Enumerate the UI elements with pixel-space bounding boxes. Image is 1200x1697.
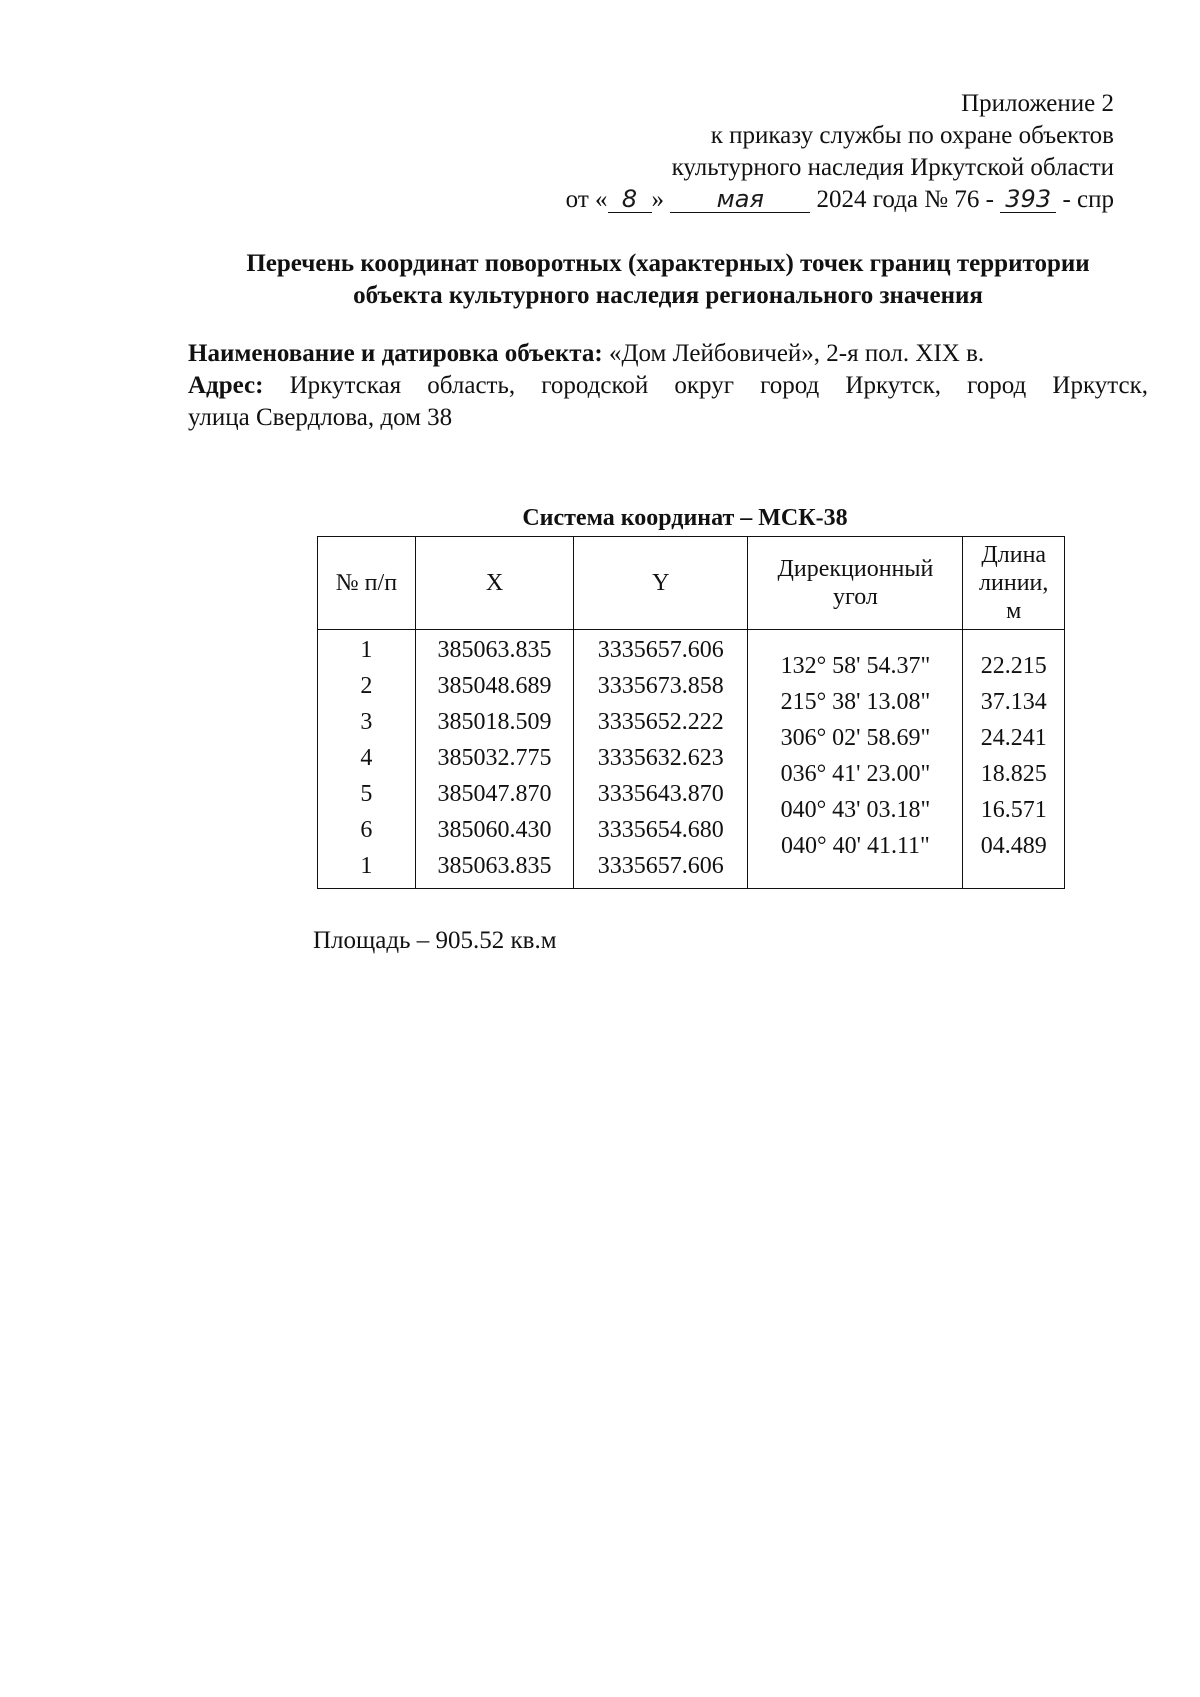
appendix-date-line	[566, 184, 1114, 216]
point-number: 1	[360, 637, 373, 663]
appendix-line-3: культурного наследия Иркутской области	[671, 154, 1114, 181]
object-info	[188, 338, 1148, 434]
date-month-handwritten: мая	[670, 186, 810, 213]
coordinate-system-title: Система координат – МСК-38	[522, 505, 848, 531]
order-suffix: - спр	[1062, 186, 1114, 213]
header-angle-line-1: Дирекционный	[777, 556, 934, 582]
point-y: 3335654.680	[597, 817, 724, 843]
point-y: 3335657.606	[597, 853, 724, 879]
segment-length: 16.571	[980, 797, 1047, 823]
point-x: 385047.870	[437, 781, 552, 807]
point-number: 2	[360, 673, 373, 699]
title-line-1: Перечень координат поворотных (характерных) точек границ территории	[246, 250, 1090, 277]
header-length-line-2: линии,	[979, 570, 1049, 596]
date-day-handwritten: 8	[608, 186, 652, 213]
segment-length: 18.825	[980, 761, 1047, 787]
segment-length: 24.241	[980, 725, 1047, 751]
header-x: X	[415, 537, 573, 630]
title-line-2: объекта культурного наследия регионального значения	[353, 282, 983, 309]
segment-angle: 215° 38' 13.08"	[780, 689, 931, 715]
point-y: 3335657.606	[597, 637, 724, 663]
point-x: 385032.775	[437, 745, 552, 771]
segment-length: 37.134	[980, 689, 1047, 715]
point-number: 3	[360, 709, 373, 735]
header-angle-line-2: угол	[832, 584, 878, 610]
object-address-value-2: улица Свердлова, дом 38	[188, 404, 453, 431]
date-year-text: 2024 года № 76 -	[816, 186, 994, 213]
segment-length: 04.489	[980, 833, 1047, 859]
header-length-line-3: м	[1006, 598, 1022, 624]
segment-angle: 040° 43' 03.18"	[780, 797, 931, 823]
header-length	[963, 537, 1065, 630]
point-number: 1	[360, 853, 373, 879]
point-x: 385063.835	[437, 637, 552, 663]
order-number-handwritten: 393	[1000, 186, 1056, 213]
object-name-value: «Дом Лейбовичей», 2-я пол. XIX в.	[608, 340, 985, 367]
point-number: 5	[360, 781, 373, 807]
number-column	[318, 630, 416, 889]
appendix-line-1: Приложение 2	[961, 90, 1114, 117]
object-address-value-1: Иркутская область, городской округ город Иркутск, город Иркутск,	[289, 372, 1148, 399]
point-x: 385060.430	[437, 817, 552, 843]
segment-angle: 036° 41' 23.00"	[780, 761, 931, 787]
area-text: Площадь – 905.52 кв.м	[313, 927, 557, 954]
table-body-row	[318, 630, 1065, 889]
object-address-line-2	[188, 402, 1148, 434]
segment-length: 22.215	[980, 653, 1047, 679]
point-y: 3335643.870	[597, 781, 724, 807]
point-y: 3335652.222	[597, 709, 724, 735]
point-x: 385063.835	[437, 853, 552, 879]
segment-angle: 306° 02' 58.69"	[780, 725, 931, 751]
length-column	[963, 630, 1065, 889]
header-number: № п/п	[318, 537, 416, 630]
object-name-label: Наименование и датировка объекта:	[188, 340, 603, 367]
date-prefix: от «	[565, 186, 608, 213]
date-mid: »	[651, 186, 665, 213]
point-x: 385018.509	[437, 709, 552, 735]
point-number: 6	[360, 817, 373, 843]
coordinates-table	[317, 536, 1065, 889]
object-address-label: Адрес:	[188, 372, 264, 399]
header-angle	[748, 537, 963, 630]
angle-column	[748, 630, 963, 889]
x-column	[415, 630, 573, 889]
appendix-line-2: к приказу службы по охране объектов	[710, 122, 1114, 149]
point-x: 385048.689	[437, 673, 552, 699]
document-title	[188, 248, 1148, 312]
header-y: Y	[574, 537, 748, 630]
header-length-line-1: Длина	[981, 542, 1047, 568]
segment-angle: 040° 40' 41.11"	[781, 833, 930, 859]
table-header-row	[318, 537, 1065, 630]
y-column	[574, 630, 748, 889]
segment-angle: 132° 58' 54.37"	[780, 653, 931, 679]
point-number: 4	[360, 745, 373, 771]
object-address-line	[188, 370, 1148, 402]
point-y: 3335632.623	[597, 745, 724, 771]
object-name-line	[188, 338, 1148, 370]
point-y: 3335673.858	[597, 673, 724, 699]
appendix-header	[566, 88, 1114, 216]
